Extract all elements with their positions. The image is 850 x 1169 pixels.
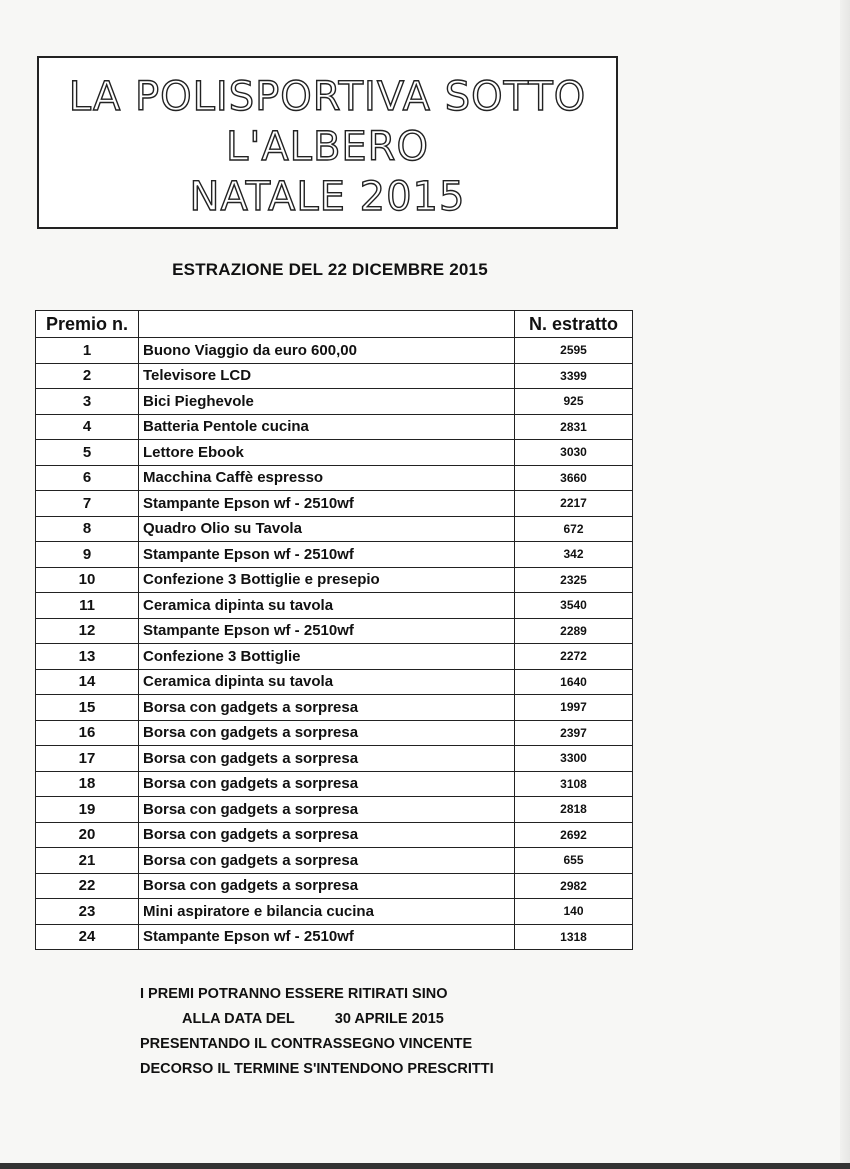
drawn-number-cell: 2289: [515, 618, 633, 644]
drawn-number-cell: 342: [515, 542, 633, 568]
header-description: [139, 311, 515, 338]
drawn-number-cell: 1640: [515, 669, 633, 695]
footer-line-1: I PREMI POTRANNO ESSERE RITIRATI SINO: [140, 986, 448, 1002]
drawn-number-cell: 2595: [515, 338, 633, 364]
table-row: [36, 771, 633, 797]
drawn-number-cell: 3108: [515, 771, 633, 797]
table-row: [36, 746, 633, 772]
table-row: [36, 414, 633, 440]
prize-number-cell: 21: [36, 848, 139, 874]
table-row: [36, 720, 633, 746]
drawn-number-cell: 2692: [515, 822, 633, 848]
table-row: [36, 822, 633, 848]
drawn-number-cell: 925: [515, 389, 633, 415]
prize-number-cell: 5: [36, 440, 139, 466]
table-row: [36, 797, 633, 823]
prize-description-cell: Lettore Ebook: [139, 440, 515, 466]
prize-description-cell: Borsa con gadgets a sorpresa: [139, 873, 515, 899]
drawn-number-cell: 2397: [515, 720, 633, 746]
prize-number-cell: 18: [36, 771, 139, 797]
drawn-number-cell: 1318: [515, 924, 633, 950]
footer-line-4: DECORSO IL TERMINE S'INTENDONO PRESCRITTI: [140, 1061, 494, 1077]
prize-description-cell: Bici Pieghevole: [139, 389, 515, 415]
prize-description-cell: Borsa con gadgets a sorpresa: [139, 797, 515, 823]
prize-description-cell: Stampante Epson wf - 2510wf: [139, 542, 515, 568]
prize-number-cell: 20: [36, 822, 139, 848]
drawn-number-cell: 3030: [515, 440, 633, 466]
prize-description-cell: Mini aspiratore e bilancia cucina: [139, 899, 515, 925]
title-line-2: L'ALBERO: [226, 124, 429, 170]
table-row: [36, 924, 633, 950]
prize-number-cell: 17: [36, 746, 139, 772]
drawn-number-cell: 3300: [515, 746, 633, 772]
title-box: [37, 56, 618, 229]
prize-number-cell: 10: [36, 567, 139, 593]
prize-description-cell: Stampante Epson wf - 2510wf: [139, 491, 515, 517]
prize-number-cell: 15: [36, 695, 139, 721]
drawn-number-cell: 2325: [515, 567, 633, 593]
drawn-number-cell: 2272: [515, 644, 633, 670]
drawn-number-cell: 2818: [515, 797, 633, 823]
table-row: [36, 899, 633, 925]
header-drawn-number: N. estratto: [515, 311, 633, 338]
prize-description-cell: Borsa con gadgets a sorpresa: [139, 720, 515, 746]
drawn-number-cell: 2982: [515, 873, 633, 899]
drawn-number-cell: 1997: [515, 695, 633, 721]
table-row: [36, 363, 633, 389]
prize-number-cell: 19: [36, 797, 139, 823]
prize-description-cell: Batteria Pentole cucina: [139, 414, 515, 440]
header-prize-number: Premio n.: [36, 311, 139, 338]
prize-description-cell: Borsa con gadgets a sorpresa: [139, 746, 515, 772]
drawn-number-cell: 140: [515, 899, 633, 925]
table-row: [36, 669, 633, 695]
footer-line-2-label: ALLA DATA DEL: [182, 1011, 295, 1027]
prize-description-cell: Televisore LCD: [139, 363, 515, 389]
prize-description-cell: Borsa con gadgets a sorpresa: [139, 848, 515, 874]
prize-number-cell: 11: [36, 593, 139, 619]
prize-description-cell: Borsa con gadgets a sorpresa: [139, 771, 515, 797]
table-row: [36, 695, 633, 721]
prize-number-cell: 3: [36, 389, 139, 415]
prize-number-cell: 23: [36, 899, 139, 925]
prize-description-cell: Confezione 3 Bottiglie: [139, 644, 515, 670]
prize-number-cell: 13: [36, 644, 139, 670]
title-line-1: LA POLISPORTIVA SOTTO: [68, 74, 587, 120]
table-row: [36, 848, 633, 874]
table-row: [36, 644, 633, 670]
table-row: [36, 567, 633, 593]
table-row: [36, 516, 633, 542]
table-row: [36, 873, 633, 899]
drawn-number-cell: 3540: [515, 593, 633, 619]
prize-number-cell: 8: [36, 516, 139, 542]
drawn-number-cell: 2831: [515, 414, 633, 440]
footer-line-2: [140, 1007, 494, 1032]
table-row: [36, 618, 633, 644]
drawn-number-cell: 655: [515, 848, 633, 874]
prize-description-cell: Ceramica dipinta su tavola: [139, 593, 515, 619]
table-row: [36, 465, 633, 491]
footer-line-3: PRESENTANDO IL CONTRASSEGNO VINCENTE: [140, 1036, 473, 1052]
page-edge-shadow: [840, 0, 850, 1169]
prize-number-cell: 12: [36, 618, 139, 644]
table-header-row: [36, 311, 633, 338]
prize-number-cell: 24: [36, 924, 139, 950]
prize-table: [35, 310, 633, 950]
drawn-number-cell: 3399: [515, 363, 633, 389]
prize-description-cell: Borsa con gadgets a sorpresa: [139, 822, 515, 848]
prize-number-cell: 2: [36, 363, 139, 389]
prize-description-cell: Ceramica dipinta su tavola: [139, 669, 515, 695]
prize-description-cell: Stampante Epson wf - 2510wf: [139, 924, 515, 950]
table-row: [36, 389, 633, 415]
prize-table-body: [36, 338, 633, 950]
prize-number-cell: 14: [36, 669, 139, 695]
prize-description-cell: Quadro Olio su Tavola: [139, 516, 515, 542]
draw-date-heading: ESTRAZIONE DEL 22 DICEMBRE 2015: [172, 260, 488, 279]
table-row: [36, 338, 633, 364]
prize-description-cell: Borsa con gadgets a sorpresa: [139, 695, 515, 721]
footer-notice: [140, 982, 494, 1082]
prize-description-cell: Confezione 3 Bottiglie e presepio: [139, 567, 515, 593]
prize-number-cell: 1: [36, 338, 139, 364]
prize-description-cell: Stampante Epson wf - 2510wf: [139, 618, 515, 644]
prize-description-cell: Macchina Caffè espresso: [139, 465, 515, 491]
table-row: [36, 593, 633, 619]
prize-description-cell: Buono Viaggio da euro 600,00: [139, 338, 515, 364]
footer-line-2-date: 30 APRILE 2015: [334, 1011, 444, 1027]
prize-number-cell: 9: [36, 542, 139, 568]
prize-number-cell: 16: [36, 720, 139, 746]
drawn-number-cell: 3660: [515, 465, 633, 491]
drawn-number-cell: 672: [515, 516, 633, 542]
prize-number-cell: 7: [36, 491, 139, 517]
prize-number-cell: 4: [36, 414, 139, 440]
table-row: [36, 491, 633, 517]
table-row: [36, 440, 633, 466]
prize-number-cell: 22: [36, 873, 139, 899]
table-row: [36, 542, 633, 568]
title-line-3: NATALE 2015: [189, 174, 466, 220]
page-bottom-edge: [0, 1163, 850, 1169]
drawn-number-cell: 2217: [515, 491, 633, 517]
prize-number-cell: 6: [36, 465, 139, 491]
